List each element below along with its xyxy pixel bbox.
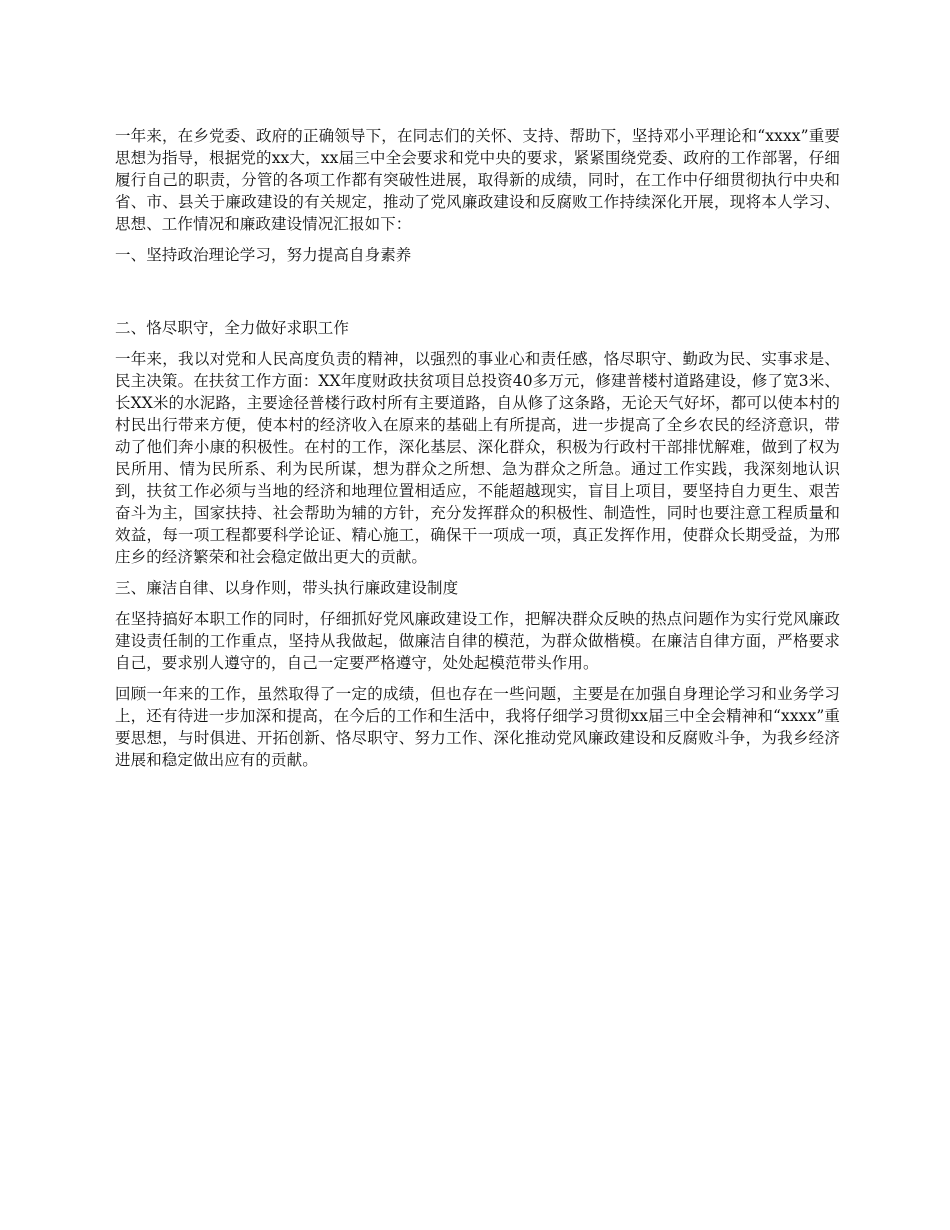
section-2-paragraph: 一年来，我以对党和人民高度负责的精神，以强烈的事业心和责任感，恪尽职守、勤政为民、实事求是、民主决策。在扶贫工作方面：XX年度财政扶贫项目总投资40多万元，修建普楼村道路建设，修了宽3米、长XX米的水泥路，主要途径普楼行政村所有主要道路，自从修了这条路，无论天气好坏，都可以使本村的村民出行带来方便，使本村的经济收入在原来的基础上有所提高，进一步提高了全乡农民的经济意识，带动了他们奔小康的积极性。在村的工作，深化基层、深化群众，积极为行政村干部排忧解难，做到了权为民所用、情为民所系、利为民所谋，想为群众之所想、急为群众之所急。通过工作实践，我深刻地认识到，扶贫工作必须与当地的经济和地理位置相适应，不能超越现实，盲目上项目，要坚持自力更生、艰苦奋斗为主，国家扶持、社会帮助为辅的方针，充分发挥群众的积极性、制造性，同时也要注意工程质量和效益，每一项工程都要科学论证、精心施工，确保干一项成一项，真正发挥作用，使群众长期受益，为邢庄乡的经济繁荣和社会稳定做出更大的贡献。 [115, 350, 840, 566]
section-3-paragraph: 在坚持搞好本职工作的同时，仔细抓好党风廉政建设工作，把解决群众反映的热点问题作为实行党风廉政建设责任制的工作重点，坚持从我做起，做廉洁自律的模范，为群众做楷模。在廉洁自律方面，严格要求自己，要求别人遵守的，自己一定要严格遵守，处处起模范带头作用。 [115, 610, 840, 672]
section-heading-2: 二、恪尽职守，全力做好求职工作 [115, 319, 350, 337]
intro-paragraph: 一年来，在乡党委、政府的正确领导下，在同志们的关怀、支持、帮助下，坚持邓小平理论和“xxxx”重要思想为指导，根据党的xx大，xx届三中全会要求和党中央的要求，紧紧围绕党委、政府的工作部署，仔细履行自己的职责，分管的各项工作都有突破性进展，取得新的成绩，同时，在工作中仔细贯彻执行中央和省、市、县关于廉政建设的有关规定，推动了党风廉政建设和反腐败工作持续深化开展，现将本人学习、思想、工作情况和廉政建设情况汇报如下： [115, 127, 840, 233]
section-heading-3: 三、廉洁自律、以身作则，带头执行廉政建设制度 [115, 579, 459, 597]
conclusion-paragraph: 回顾一年来的工作，虽然取得了一定的成绩，但也存在一些问题，主要是在加强自身理论学习和业务学习上，还有待进一步加深和提高，在今后的工作和生活中，我将仔细学习贯彻xx届三中全会精神和“xxxx”重要思想，与时俱进、开拓创新、恪尽职守、努力工作、深化推动党风廉政建设和反腐败斗争，为我乡经济进展和稳定做出应有的贡献。 [115, 685, 840, 769]
document-body [115, 125, 840, 771]
section-heading-1: 一、坚持政治理论学习，努力提高自身素养 [115, 246, 412, 264]
